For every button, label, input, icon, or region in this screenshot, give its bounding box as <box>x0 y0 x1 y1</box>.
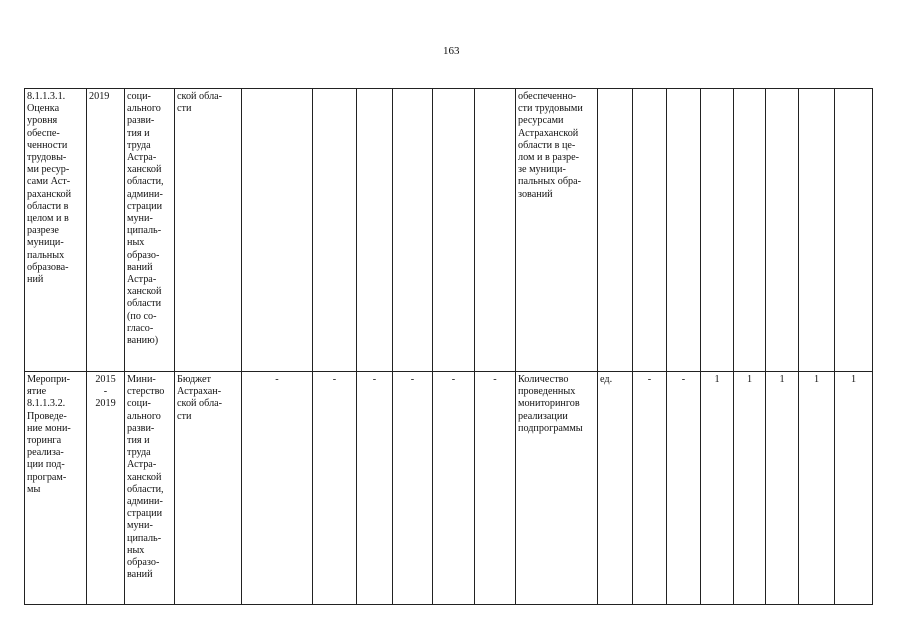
finance-cell-6: - <box>475 372 516 605</box>
indicator-name-cell: обеспеченно- сти трудовыми ресурсами Астраханской области в це- лом и в разре- зе муници- пальных обра- зований <box>516 89 598 372</box>
funding-source-cell: Бюджет Астрахан- ской обла- сти <box>175 372 242 605</box>
period-cell: 2019 <box>87 89 125 372</box>
measure-name-cell: 8.1.1.3.1. Оценка уровня обеспе- ченности трудовы- ми ресур- сами Аст- раханской области в целом и в разрезе муници- пальных образова- ний <box>25 89 87 372</box>
executor-cell: Мини- стерство соци- ального разви- тия и труда Астра- ханской области, админи- страции муни- ципаль- ных образо- ваний <box>125 372 175 605</box>
indicator-value-cell-6: 1 <box>799 372 835 605</box>
indicator-value-cell-5 <box>766 89 799 372</box>
indicator-value-cell-5: 1 <box>766 372 799 605</box>
finance-cell-6 <box>475 89 516 372</box>
indicator-value-cell-1 <box>633 89 667 372</box>
finance-cell-1: - <box>242 372 313 605</box>
table-row <box>25 89 873 372</box>
indicator-value-cell-1: - <box>633 372 667 605</box>
finance-cell-2: - <box>313 372 357 605</box>
finance-cell-1 <box>242 89 313 372</box>
program-measures-table <box>24 88 873 605</box>
period-cell: 2015 - 2019 <box>87 372 125 605</box>
indicator-value-cell-2: - <box>667 372 701 605</box>
table-row <box>25 372 873 605</box>
indicator-value-cell-4 <box>734 89 766 372</box>
page-number: 163 <box>443 45 460 57</box>
funding-source-cell: ской обла- сти <box>175 89 242 372</box>
indicator-value-cell-7: 1 <box>835 372 873 605</box>
finance-cell-5: - <box>433 372 475 605</box>
finance-cell-4: - <box>393 372 433 605</box>
unit-cell <box>598 89 633 372</box>
finance-cell-3 <box>357 89 393 372</box>
indicator-value-cell-4: 1 <box>734 372 766 605</box>
measure-name-cell: Меропри- ятие 8.1.1.3.2. Проведе- ние мони- торинга реализа- ции под- програм- мы <box>25 372 87 605</box>
indicator-value-cell-2 <box>667 89 701 372</box>
finance-cell-3: - <box>357 372 393 605</box>
executor-cell: соци- ального разви- тия и труда Астра- ханской области, админи- страции муни- ципаль- ных образо- ваний Астра- ханской области (по со- гласо- ванию) <box>125 89 175 372</box>
indicator-value-cell-7 <box>835 89 873 372</box>
indicator-name-cell: Количество проведенных мониторингов реализации подпрограммы <box>516 372 598 605</box>
finance-cell-2 <box>313 89 357 372</box>
indicator-value-cell-6 <box>799 89 835 372</box>
unit-cell: ед. <box>598 372 633 605</box>
indicator-value-cell-3: 1 <box>701 372 734 605</box>
finance-cell-4 <box>393 89 433 372</box>
finance-cell-5 <box>433 89 475 372</box>
indicator-value-cell-3 <box>701 89 734 372</box>
